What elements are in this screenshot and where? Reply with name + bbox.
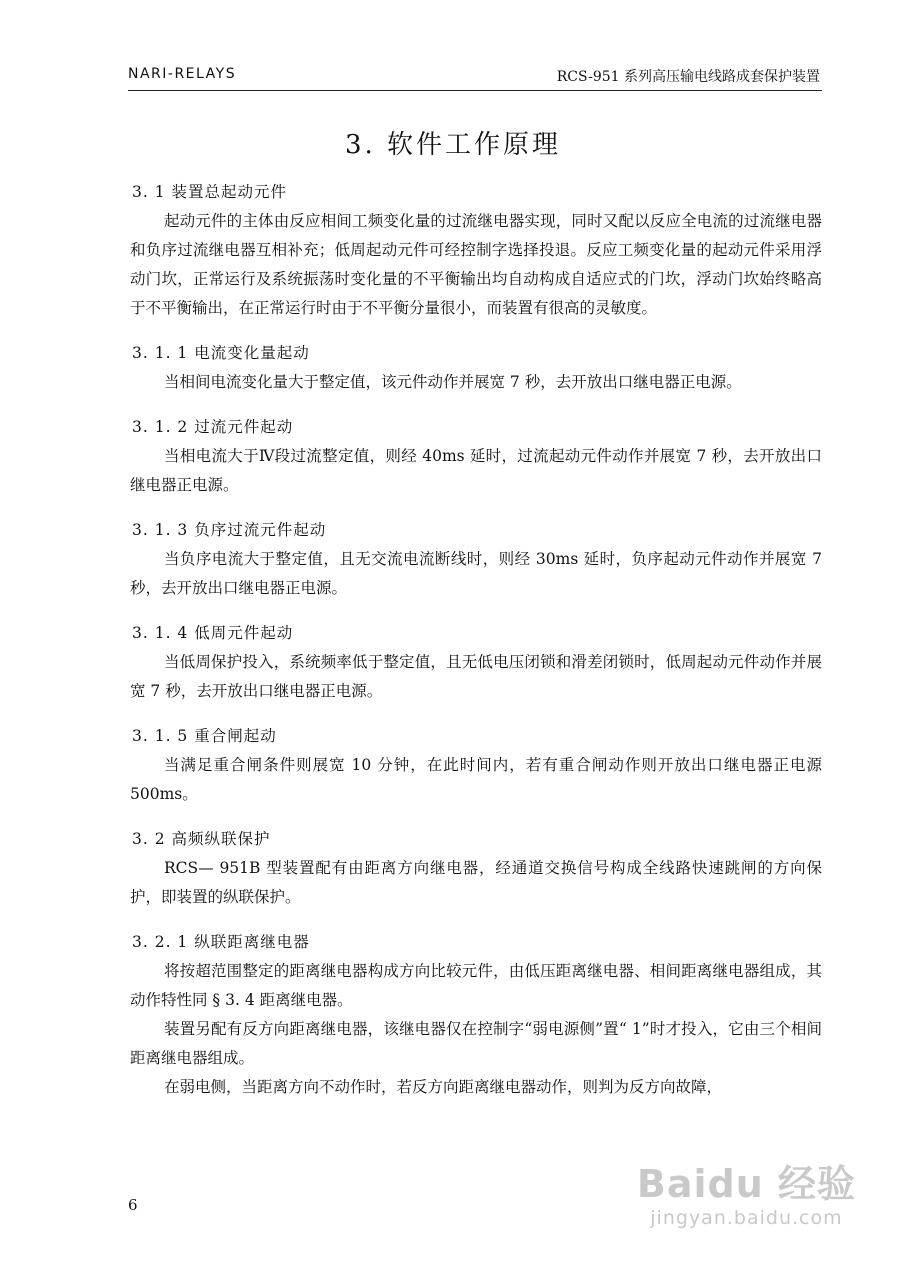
section-heading: 3. 1. 2 过流元件起动: [132, 418, 294, 436]
section-3-1-2: [130, 413, 822, 500]
watermark-logo: Baidu 经验: [636, 1162, 856, 1206]
section-heading: 3. 1. 4 低周元件起动: [132, 624, 294, 642]
section-paragraph: 装置另配有反方向距离继电器，该继电器仅在控制字“弱电源侧”置“ 1”时才投入，它由三个相间距离继电器组成。: [130, 1020, 822, 1067]
chapter-title: 3. 软件工作原理: [344, 130, 562, 160]
section-paragraph: 将按超范围整定的距离继电器构成方向比较元件，由低压距离继电器、相间距离继电器组成，其动作特性同 § 3. 4 距离继电器。: [130, 962, 822, 1009]
section-heading: 3. 1. 5 重合闸起动: [132, 727, 277, 745]
section-paragraph: RCS— 951B 型装置配有由距离方向继电器，经通道交换信号构成全线路快速跳闸的方向保护，即装置的纵联保护。: [130, 859, 822, 906]
section-heading: 3. 1. 1 电流变化量起动: [132, 344, 310, 362]
watermark-url: jingyan.baidu.com: [650, 1207, 843, 1229]
section-heading: 3. 2. 1 纵联距离继电器: [132, 933, 310, 951]
section-heading: 3. 2 高频纵联保护: [132, 830, 271, 848]
section-3-1-4: [130, 619, 822, 706]
section-paragraph: 当相间电流变化量大于整定值，该元件动作并展宽 7 秒，去开放出口继电器正电源。: [164, 373, 742, 391]
header-document-title: RCS-951 系列高压输电线路成套保护装置: [556, 69, 820, 85]
section-paragraph: 当相电流大于Ⅳ段过流整定值，则经 40ms 延时，过流起动元件动作并展宽 7 秒，去开放出口继电器正电源。: [130, 447, 822, 494]
section-3-1: [130, 178, 822, 323]
baidu-watermark: [637, 1162, 856, 1230]
section-paragraph: 当满足重合闸条件则展宽 10 分钟，在此时间内，若有重合闸动作则开放出口继电器正电源 500ms。: [130, 756, 822, 803]
page-header: [128, 66, 822, 91]
section-paragraph: 当低周保护投入，系统频率低于整定值，且无低电压闭锁和滑差闭锁时，低周起动元件动作并展宽 7 秒，去开放出口继电器正电源。: [130, 653, 822, 700]
section-heading: 3. 1 装置总起动元件: [132, 183, 288, 201]
header-brand: NARI-RELAYS: [128, 66, 237, 82]
section-3-2-1: [130, 928, 822, 1102]
section-3-1-5: [130, 722, 822, 809]
page-number: 6: [128, 1196, 138, 1214]
document-body: [130, 178, 822, 1102]
section-paragraph: 当负序电流大于整定值，且无交流电流断线时，则经 30ms 延时，负序起动元件动作并展宽 7 秒，去开放出口继电器正电源。: [130, 550, 822, 597]
section-heading: 3. 1. 3 负序过流元件起动: [132, 521, 327, 539]
section-3-2: [130, 825, 822, 912]
section-paragraph: 起动元件的主体由反应相间工频变化量的过流继电器实现，同时又配以反应全电流的过流继电器和负序过流继电器互相补充；低周起动元件可经控制字选择投退。反应工频变化量的起动元件采用浮动门坎，正常运行及系统振荡时变化量的不平衡输出均自动构成自适应式的门坎，浮动门坎始终略高于不平衡输出，在正常运行时由于不平衡分量很小，而装置有很高的灵敏度。: [130, 212, 822, 317]
section-paragraph: 在弱电侧，当距离方向不动作时，若反方向距离继电器动作，则判为反方向故障，: [164, 1078, 723, 1096]
section-3-1-3: [130, 516, 822, 603]
section-3-1-1: [130, 339, 822, 397]
